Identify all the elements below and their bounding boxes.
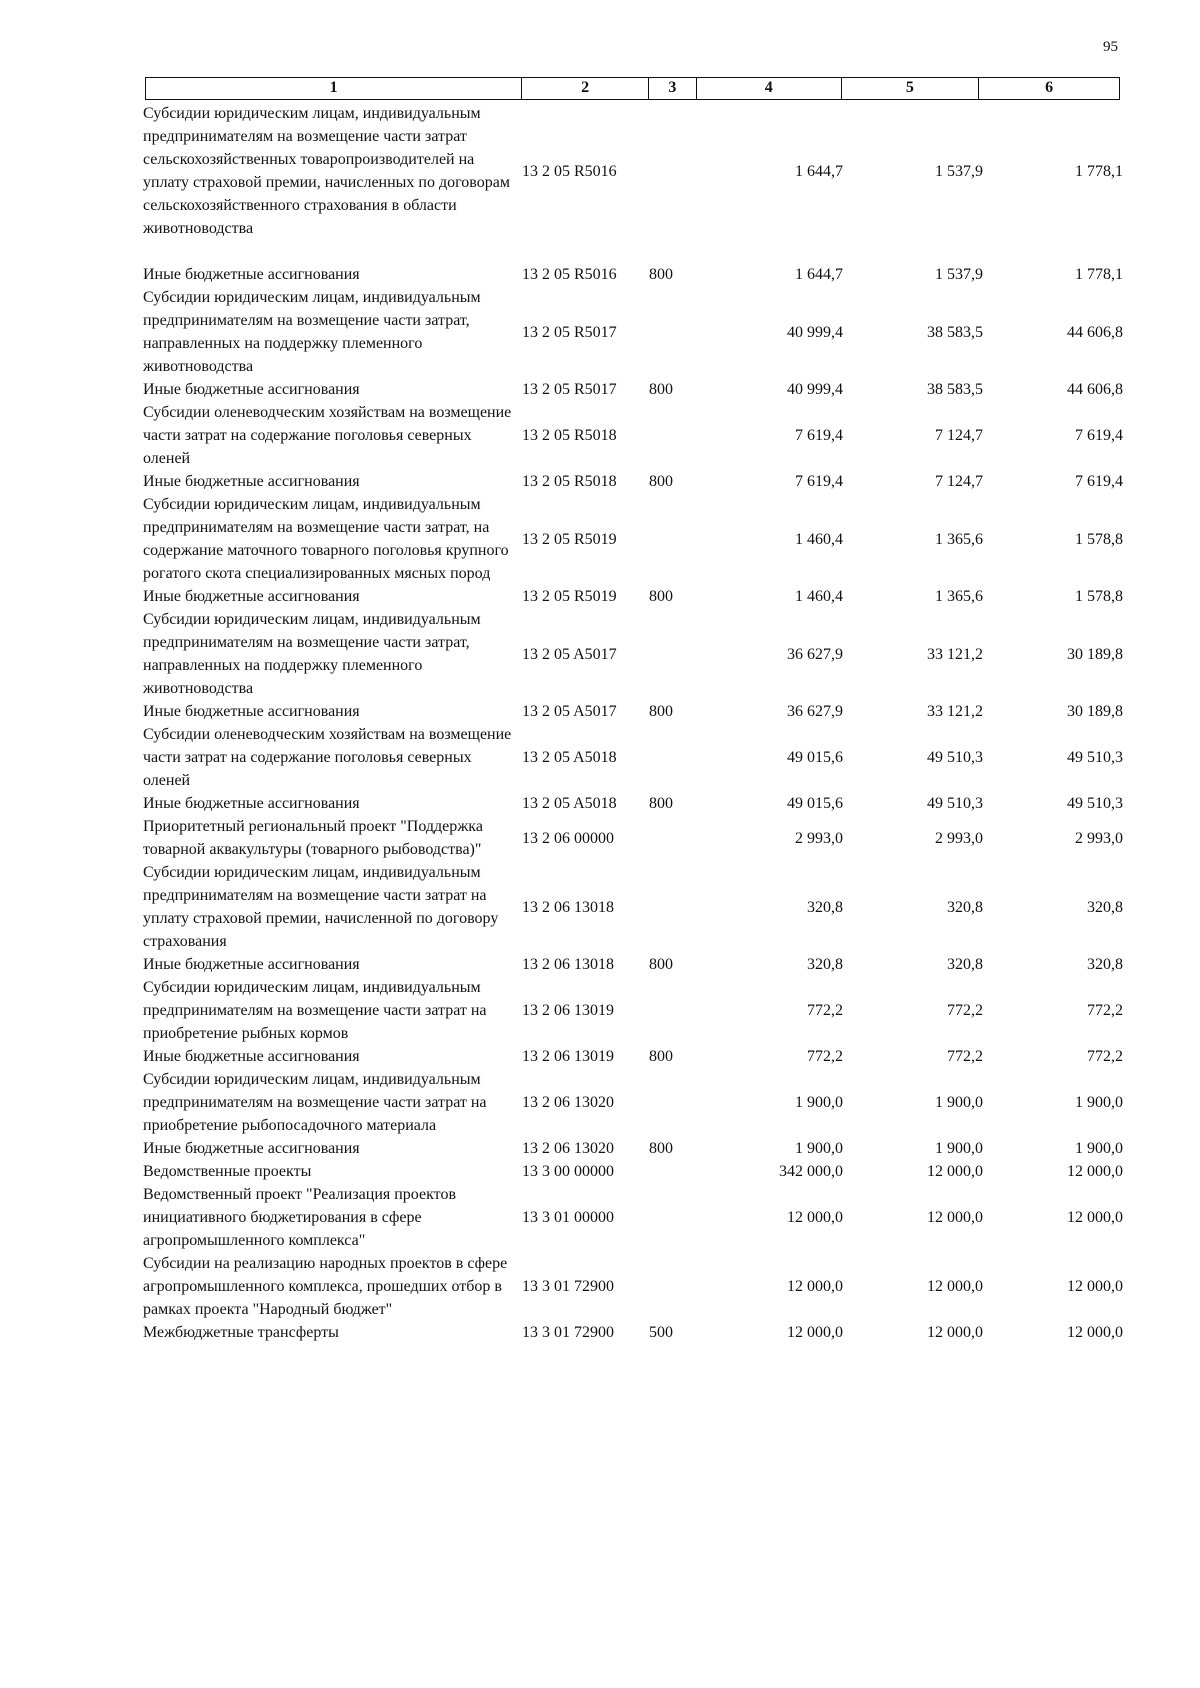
table-body [143,102,1123,1344]
row-value-col6: 12 000,0 [1067,1163,1123,1180]
row-value-col6: 772,2 [1087,1048,1123,1065]
table-row [143,815,1123,861]
table-row [143,401,1123,470]
row-value-col6: 49 510,3 [1067,795,1123,812]
header-col-6: 6 [1045,79,1054,96]
row-code: 13 2 05 A5018 [522,749,617,766]
row-value-col6: 7 619,4 [1075,427,1123,444]
row-value-col5: 38 583,5 [927,381,983,398]
row-description: Субсидии юридическим лицам, индивидуальным предпринимателям на возмещение части затрат сельскохозяйственных товаропроизводителей на уплату страховой премии, начисленных по договорам сельскохозяйственного страхования в области животноводства [143,105,510,237]
row-value-col4: 12 000,0 [787,1278,843,1295]
row-value-col4: 12 000,0 [787,1324,843,1341]
row-value-col4: 1 900,0 [795,1140,843,1157]
row-code: 13 2 05 A5017 [522,703,617,720]
table-row [143,861,1123,953]
row-value-col4: 772,2 [807,1048,843,1065]
table-row [143,1321,1123,1344]
row-value-col6: 1 778,1 [1075,162,1123,180]
row-value-col5: 772,2 [947,1002,983,1019]
row-value-col6: 1 900,0 [1075,1140,1123,1157]
row-description: Иные бюджетные ассигнования [143,381,360,398]
row-value-col4: 7 619,4 [795,473,843,490]
table-row [143,102,1123,240]
row-value-col4: 36 627,9 [787,703,843,720]
row-value-col5: 1 537,9 [935,266,983,283]
row-value-col6: 12 000,0 [1067,1209,1123,1226]
row-value-col6: 12 000,0 [1067,1278,1123,1295]
row-description: Субсидии юридическим лицам, индивидуальным предпринимателям на возмещение части затрат, направленных на поддержку племенного животноводства [143,611,481,697]
table-row [143,1068,1123,1137]
row-value-col4: 49 015,6 [787,795,843,812]
row-value-col6: 320,8 [1087,898,1123,916]
header-col-5: 5 [842,78,980,99]
row-code: 13 2 06 13019 [522,1048,614,1065]
row-description: Субсидии юридическим лицам, индивидуальным предпринимателям на возмещение части затрат, на содержание маточного товарного поголовья крупного рогатого скота специализированных мясных пород [143,496,509,582]
row-description: Ведомственный проект "Реализация проектов инициативного бюджетирования в сфере агропромышленного комплекса" [143,1186,456,1249]
header-col-1: 1 [146,78,522,99]
table-row [143,953,1123,976]
row-type: 800 [649,703,673,720]
row-value-col6: 12 000,0 [1067,1324,1123,1341]
table-row [143,700,1123,723]
row-value-col6: 772,2 [1087,1002,1123,1019]
row-description: Ведомственные проекты [143,1163,312,1180]
row-description: Иные бюджетные ассигнования [143,266,360,283]
row-value-col6: 44 606,8 [1067,381,1123,398]
table-row [143,378,1123,401]
row-type: 500 [649,1324,673,1341]
row-code: 13 3 01 72900 [522,1324,614,1341]
row-value-col6: 1 578,8 [1075,530,1123,548]
row-type: 800 [649,795,673,812]
row-value-col6: 30 189,8 [1067,645,1123,663]
page-number: 95 [1103,39,1118,55]
row-value-col5: 1 537,9 [935,162,983,180]
row-description: Субсидии оленеводческим хозяйствам на возмещение части затрат на содержание поголовья северных оленей [143,404,512,467]
row-value-col6: 2 993,0 [1075,829,1123,847]
row-value-col5: 12 000,0 [927,1278,983,1295]
table-row [143,1183,1123,1252]
row-value-col6: 320,8 [1087,956,1123,973]
table-row [143,493,1123,585]
row-value-col5: 320,8 [947,898,983,916]
row-type: 800 [649,956,673,973]
row-value-col4: 2 993,0 [795,829,843,847]
row-value-col5: 33 121,2 [927,645,983,663]
row-value-col5: 7 124,7 [935,427,983,444]
row-description: Субсидии оленеводческим хозяйствам на возмещение части затрат на содержание поголовья северных оленей [143,726,512,789]
row-value-col4: 12 000,0 [787,1209,843,1226]
row-value-col5: 38 583,5 [927,323,983,341]
row-code: 13 2 05 A5018 [522,795,617,812]
table-row [143,263,1123,286]
row-code: 13 2 05 R5018 [522,427,617,444]
row-value-col5: 12 000,0 [927,1324,983,1341]
row-code: 13 2 05 R5017 [522,323,617,341]
row-description: Иные бюджетные ассигнования [143,703,360,720]
table-row [143,1252,1123,1321]
row-value-col5: 1 900,0 [935,1094,983,1111]
table-row [143,792,1123,815]
row-value-col4: 1 644,7 [795,162,843,180]
row-value-col4: 40 999,4 [787,381,843,398]
row-value-col5: 7 124,7 [935,473,983,490]
table-row [143,286,1123,378]
row-value-col4: 1 644,7 [795,266,843,283]
row-value-col5: 33 121,2 [927,703,983,720]
row-description: Иные бюджетные ассигнования [143,588,360,605]
table-row [143,585,1123,608]
row-value-col4: 49 015,6 [787,749,843,766]
row-description: Субсидии юридическим лицам, индивидуальным предпринимателям на возмещение части затрат на приобретение рыбопосадочного материала [143,1071,487,1134]
table-row [143,608,1123,700]
row-type: 800 [649,1140,673,1157]
row-value-col4: 1 900,0 [795,1094,843,1111]
row-value-col4: 7 619,4 [795,427,843,444]
row-code: 13 2 06 13019 [522,1002,614,1019]
row-value-col6: 1 578,8 [1075,588,1123,605]
row-value-col5: 49 510,3 [927,749,983,766]
table-row [143,723,1123,792]
row-code: 13 3 00 00000 [522,1163,614,1180]
header-col-4: 4 [697,78,842,99]
row-value-col4: 342 000,0 [779,1163,843,1180]
table-row [143,470,1123,493]
row-description: Межбюджетные трансферты [143,1324,339,1341]
row-description: Иные бюджетные ассигнования [143,1048,360,1065]
row-code: 13 2 06 13018 [522,898,614,916]
row-value-col5: 1 900,0 [935,1140,983,1157]
row-value-col4: 320,8 [807,956,843,973]
row-description: Субсидии юридическим лицам, индивидуальным предпринимателям на возмещение части затрат на приобретение рыбных кормов [143,979,487,1042]
row-value-col5: 320,8 [947,956,983,973]
row-type: 800 [649,1048,673,1065]
row-code: 13 2 05 R5016 [522,266,617,283]
table-row [143,1137,1123,1160]
row-value-col5: 1 365,6 [935,588,983,605]
row-code: 13 2 06 00000 [522,829,614,847]
table-row [143,976,1123,1045]
row-value-col4: 1 460,4 [795,588,843,605]
row-value-col5: 2 993,0 [935,829,983,847]
row-value-col6: 1 900,0 [1075,1094,1123,1111]
row-code: 13 2 05 R5019 [522,588,617,605]
row-value-col5: 12 000,0 [927,1209,983,1226]
row-description: Субсидии на реализацию народных проектов в сфере агропромышленного комплекса, прошедших отбор в рамках проекта "Народный бюджет" [143,1255,508,1318]
row-value-col5: 49 510,3 [927,795,983,812]
row-type: 800 [649,473,673,490]
table-header [145,77,1120,100]
row-value-col4: 772,2 [807,1002,843,1019]
table-row [143,1160,1123,1183]
row-code: 13 2 06 13020 [522,1094,614,1111]
row-description: Иные бюджетные ассигнования [143,795,360,812]
row-type: 800 [649,588,673,605]
row-code: 13 2 05 R5017 [522,381,617,398]
row-value-col6: 49 510,3 [1067,749,1123,766]
row-description: Приоритетный региональный проект "Поддержка товарной аквакультуры (товарного рыбоводства)" [143,818,483,858]
row-description: Субсидии юридическим лицам, индивидуальным предпринимателям на возмещение части затрат, направленных на поддержку племенного животноводства [143,289,481,375]
row-code: 13 2 05 R5016 [522,162,617,180]
row-value-col5: 12 000,0 [927,1163,983,1180]
row-value-col6: 30 189,8 [1067,703,1123,720]
header-col-3: 3 [649,78,697,99]
row-type: 800 [649,381,673,398]
row-value-col4: 40 999,4 [787,323,843,341]
row-value-col5: 1 365,6 [935,530,983,548]
row-spacer [143,240,1123,263]
row-value-col5: 772,2 [947,1048,983,1065]
row-code: 13 3 01 72900 [522,1278,614,1295]
row-value-col6: 44 606,8 [1067,323,1123,341]
row-type: 800 [649,266,673,283]
row-description: Иные бюджетные ассигнования [143,956,360,973]
row-code: 13 2 05 R5018 [522,473,617,490]
row-value-col6: 7 619,4 [1075,473,1123,490]
row-value-col4: 1 460,4 [795,530,843,548]
row-code: 13 2 05 R5019 [522,530,617,548]
row-code: 13 2 06 13020 [522,1140,614,1157]
row-description: Иные бюджетные ассигнования [143,1140,360,1157]
table-row [143,1045,1123,1068]
row-value-col6: 1 778,1 [1075,266,1123,283]
row-value-col4: 36 627,9 [787,645,843,663]
header-col-2: 2 [522,78,649,99]
row-description: Субсидии юридическим лицам, индивидуальным предпринимателям на возмещение части затрат на уплату страховой премии, начисленной по договору страхования [143,864,499,950]
row-code: 13 2 05 A5017 [522,645,617,663]
row-description: Иные бюджетные ассигнования [143,473,360,490]
row-code: 13 3 01 00000 [522,1209,614,1226]
row-code: 13 2 06 13018 [522,956,614,973]
row-value-col4: 320,8 [807,898,843,916]
